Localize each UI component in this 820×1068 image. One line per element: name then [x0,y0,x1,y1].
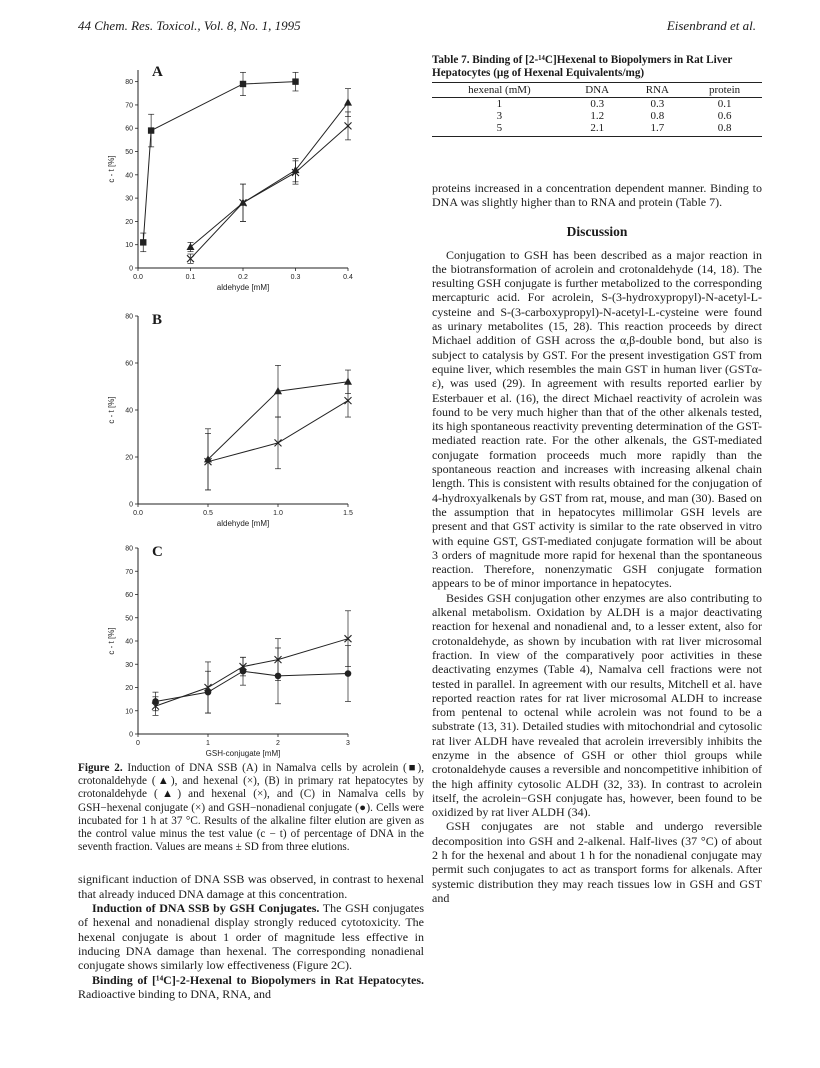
section-heading-discussion: Discussion [566,223,628,239]
table-cell: 0.3 [650,98,665,110]
data-point-triangle [344,378,352,385]
y-tick-label: 70 [125,568,133,576]
y-tick-label: 80 [125,545,133,553]
x-tick-label: 0 [136,740,140,747]
y-tick-label: 50 [125,615,133,623]
table-header-cell: RNA [628,83,688,98]
table-row [432,122,762,137]
figure-panel-a [78,54,424,294]
x-tick-label: 0.0 [133,274,143,281]
table-row [432,110,762,122]
chart-b [78,308,424,530]
series-line [156,671,349,701]
y-axis-label: c - t [%] [107,627,116,655]
x-tick-label: 0.4 [343,274,353,281]
figure-caption-text: Induction of DNA SSB (A) in Namalva cells by acrolein (■), crotonaldehyde (▲), and hexenal (×), (B) in primary rat hepatocytes by crotonaldehyde (▲) and hexenal (×), and (C) in Namalva cells by GSH−hexenal conjugate (×) and GSH−nonadienal conjugate (●). Cells were incubated for 1 h at 37 °C. Results of the alkaline filter elution are given as the control value minus the test value (c − t) of percentage of DNA in the seventh fraction. Values are means ± SD from three elutions. [78,762,424,854]
table-header-cell: protein [687,83,762,98]
table-cell: 1.2 [590,110,605,122]
table-7 [432,82,762,137]
table-cell: 1 [496,98,503,110]
x-tick-label: 1.0 [273,510,283,517]
table-7-title: Table 7. Binding of [2-¹⁴C]Hexenal to Biopolymers in Rat Liver Hepatocytes (µg of Hexenal Equivalents/mg) [432,54,733,79]
chart-a [78,54,424,294]
table-header-cell: hexenal (mM) [432,83,567,98]
figure-panel-b [78,308,424,530]
data-point-triangle [187,243,195,250]
x-tick-label: 0.0 [133,510,143,517]
x-tick-label: 1 [206,740,210,747]
table-cell: 3 [496,110,503,122]
table-header-cell: DNA [567,83,628,98]
x-tick-label: 2 [276,740,280,747]
x-axis-label: aldehyde [mM] [216,519,270,528]
series-line [191,103,349,247]
x-tick-label: 1.5 [343,510,353,517]
y-tick-label: 70 [125,102,133,110]
y-tick-label: 20 [125,218,133,226]
series-line [143,82,295,243]
data-point-circle [205,689,212,696]
subsection-heading-gsh: Induction of DNA SSB by GSH Conjugates. [92,901,320,916]
y-tick-label: 0 [129,265,133,273]
y-axis-label: c - t [%] [107,155,116,183]
figure-caption [78,762,424,854]
x-tick-label: 0.5 [203,510,213,517]
y-tick-label: 40 [125,172,133,180]
left-paragraph-2 [78,901,424,972]
x-tick-label: 0.1 [185,274,196,281]
right-paragraph-3: Besides GSH conjugation other enzymes are also contributing to alkenal metabolism. Oxidation by ALDH is a major deactivating reaction for hexenal and nonadienal and, to a lesser extent, also for crotonaldehyde, as shown by incubation with rat liver microsomal fraction. In view of the comparatively poor activities in these deactivating enzymes (Table 4), Namalva cell fractions were not tested in parallel. In agreement with our results, Mitchell et al. have reported reaction rates for rat liver microsomal ALDH to increase from pentenal to octenal while acrolein was not found to be a substrate (13, 31). Detailed studies with mitochondrial and cytosolic rat liver ALDH have revealed that acrolein irreversibly inhibits the enzyme in the absence of GSH or other thiol groups while crotonaldehyde causes a reversible and noncompetitive inhibition of the high affinity cytosolic ALDH (32, 33). In contrast to acrolein itself, the acrolein−GSH conjugate has, however, been found to be oxidized by rat liver ALDH (34). [432,590,762,820]
left-paragraph-3-text: Radioactive binding to DNA, RNA, and [78,986,271,1001]
y-tick-label: 40 [125,638,133,646]
left-paragraph-3 [78,973,424,1002]
table-cell: 0.8 [650,110,665,122]
right-column [432,54,762,905]
y-tick-label: 60 [125,592,133,599]
data-point-square [140,239,146,245]
right-paragraph-2: Conjugation to GSH has been described as a major reaction in the biotransformation of acrolein and crotonaldehyde (14, 18). The resulting GSH conjugate is further metabolized to the corresponding mercapturic acid. For acrolein, S-(3-hydroxypropyl)-N-acetyl-L-cysteine and S-(3-carboxypropyl)-N-acetyl-L-cysteine were found as urinary metabolites (15, 28). This reaction proceeds by direct Michael addition of GSH across the α,β-double bond, but also is subject to catalysis by GST. For the present investigation GST from equine liver, which resembles the main GST in human liver (GSTα-ε), was used (29). In agreement with results reported earlier by Esterbauer et al. (16), the direct Michael reactivity of acrolein was found to be very much higher than that of the other alkenals tested, its high spontaneous reactivity preventing determination of the GST-mediated reaction rate. For the other alkenals, the GST-mediated conjugate formation proceeds much more rapidly than the spontaneous reaction and increases with increasing alkenal chain length. This is consistent with results obtained for the conjugation of 4-hydroxyalkenals by GST from rat, mouse, and man (30). Based on the assumption that in hepatocytes millimolar GSH levels are present and that GST activity is similar to the rate observed in vitro with equine GST, GST-mediated conjugate formation will be about 3 orders of magnitude more rapid for hexenal than the spontaneous reaction. Therefore, nonenzymatic GSH conjugate formation appears to be of minor importance in hepatocytes. [432,247,762,591]
table-cell: 0.1 [717,98,732,110]
chart-c [78,542,424,760]
y-tick-label: 80 [125,313,133,321]
left-body-text [78,872,424,1001]
y-tick-label: 20 [125,685,133,692]
table-cell: 0.3 [590,98,605,110]
y-tick-label: 60 [125,360,133,368]
right-body-text [432,181,762,905]
y-axis-label: c - t [%] [107,396,116,424]
data-point-circle [275,673,282,680]
panel-label-c: C [152,544,163,560]
x-axis-label: GSH-conjugate [mM] [205,749,281,758]
table-row [432,98,762,111]
data-point-square [240,81,246,87]
data-point-circle [345,670,352,677]
x-axis-label: aldehyde [mM] [216,283,270,292]
y-tick-label: 0 [129,501,133,509]
figure-panel-c [78,542,424,760]
table-cell: 5 [432,122,567,137]
y-tick-label: 0 [129,731,133,739]
figure-caption-label: Figure 2. [78,762,123,774]
table-cell: 1.7 [628,122,688,137]
y-tick-label: 60 [125,125,133,133]
x-tick-label: 0.2 [238,274,248,281]
right-paragraph-1: proteins increased in a concentration dependent manner. Binding to DNA was slightly higher than to RNA and protein (Table 7). [432,181,762,210]
y-tick-label: 40 [125,407,133,415]
series-line [191,126,349,259]
table-cell: 0.6 [717,110,732,122]
data-point-square [148,127,154,133]
y-tick-label: 20 [125,454,133,462]
table-cell: 0.8 [687,122,762,137]
y-tick-label: 30 [125,661,133,669]
right-paragraph-4: GSH conjugates are not stable and undergo reversible decomposition into GSH and 2-alkenal. Half-lives (37 °C) of about 2 h for the hexenal and about 1 h for the nonadienal conjugate may permit such conjugates to act as transport forms for alkenals. After systemic distribution they may reach tissues low in GSH and GST and [432,819,762,905]
data-point-triangle [344,98,352,105]
y-tick-label: 30 [125,195,133,203]
running-header-right: Eisenbrand et al. [666,18,756,33]
running-header-left: 44 Chem. Res. Toxicol., Vol. 8, No. 1, 1995 [78,18,301,33]
y-tick-label: 10 [125,708,133,716]
y-tick-label: 80 [125,79,133,87]
x-tick-label: 3 [346,740,350,747]
left-paragraph-2-text: The GSH conjugates of hexenal and nonadienal display strongly reduced cytotoxicity. The hexenal conjugate is about 1 order of magnitude less effective in inducing DNA damage than hexenal. The corresponding nonadienal conjugate shows similarly low effectiveness (Figure 2C). [78,901,424,973]
panel-label-a: A [152,64,163,80]
left-paragraph-1: significant induction of DNA SSB was observed, in contrast to hexenal that already induced DNA damage at this concentration. [78,872,424,901]
data-point-square [292,78,298,84]
y-tick-label: 10 [125,242,133,250]
data-point-circle [240,668,247,675]
data-point-circle [152,698,159,705]
panel-label-b: B [152,312,163,328]
left-column [78,54,424,1001]
subsection-heading-binding: Binding of [¹⁴C]-2-Hexenal to Biopolymers in Rat Hepatocytes. [92,972,424,987]
table-cell: 2.1 [567,122,628,137]
x-tick-label: 0.3 [290,274,301,281]
y-tick-label: 50 [125,149,133,157]
